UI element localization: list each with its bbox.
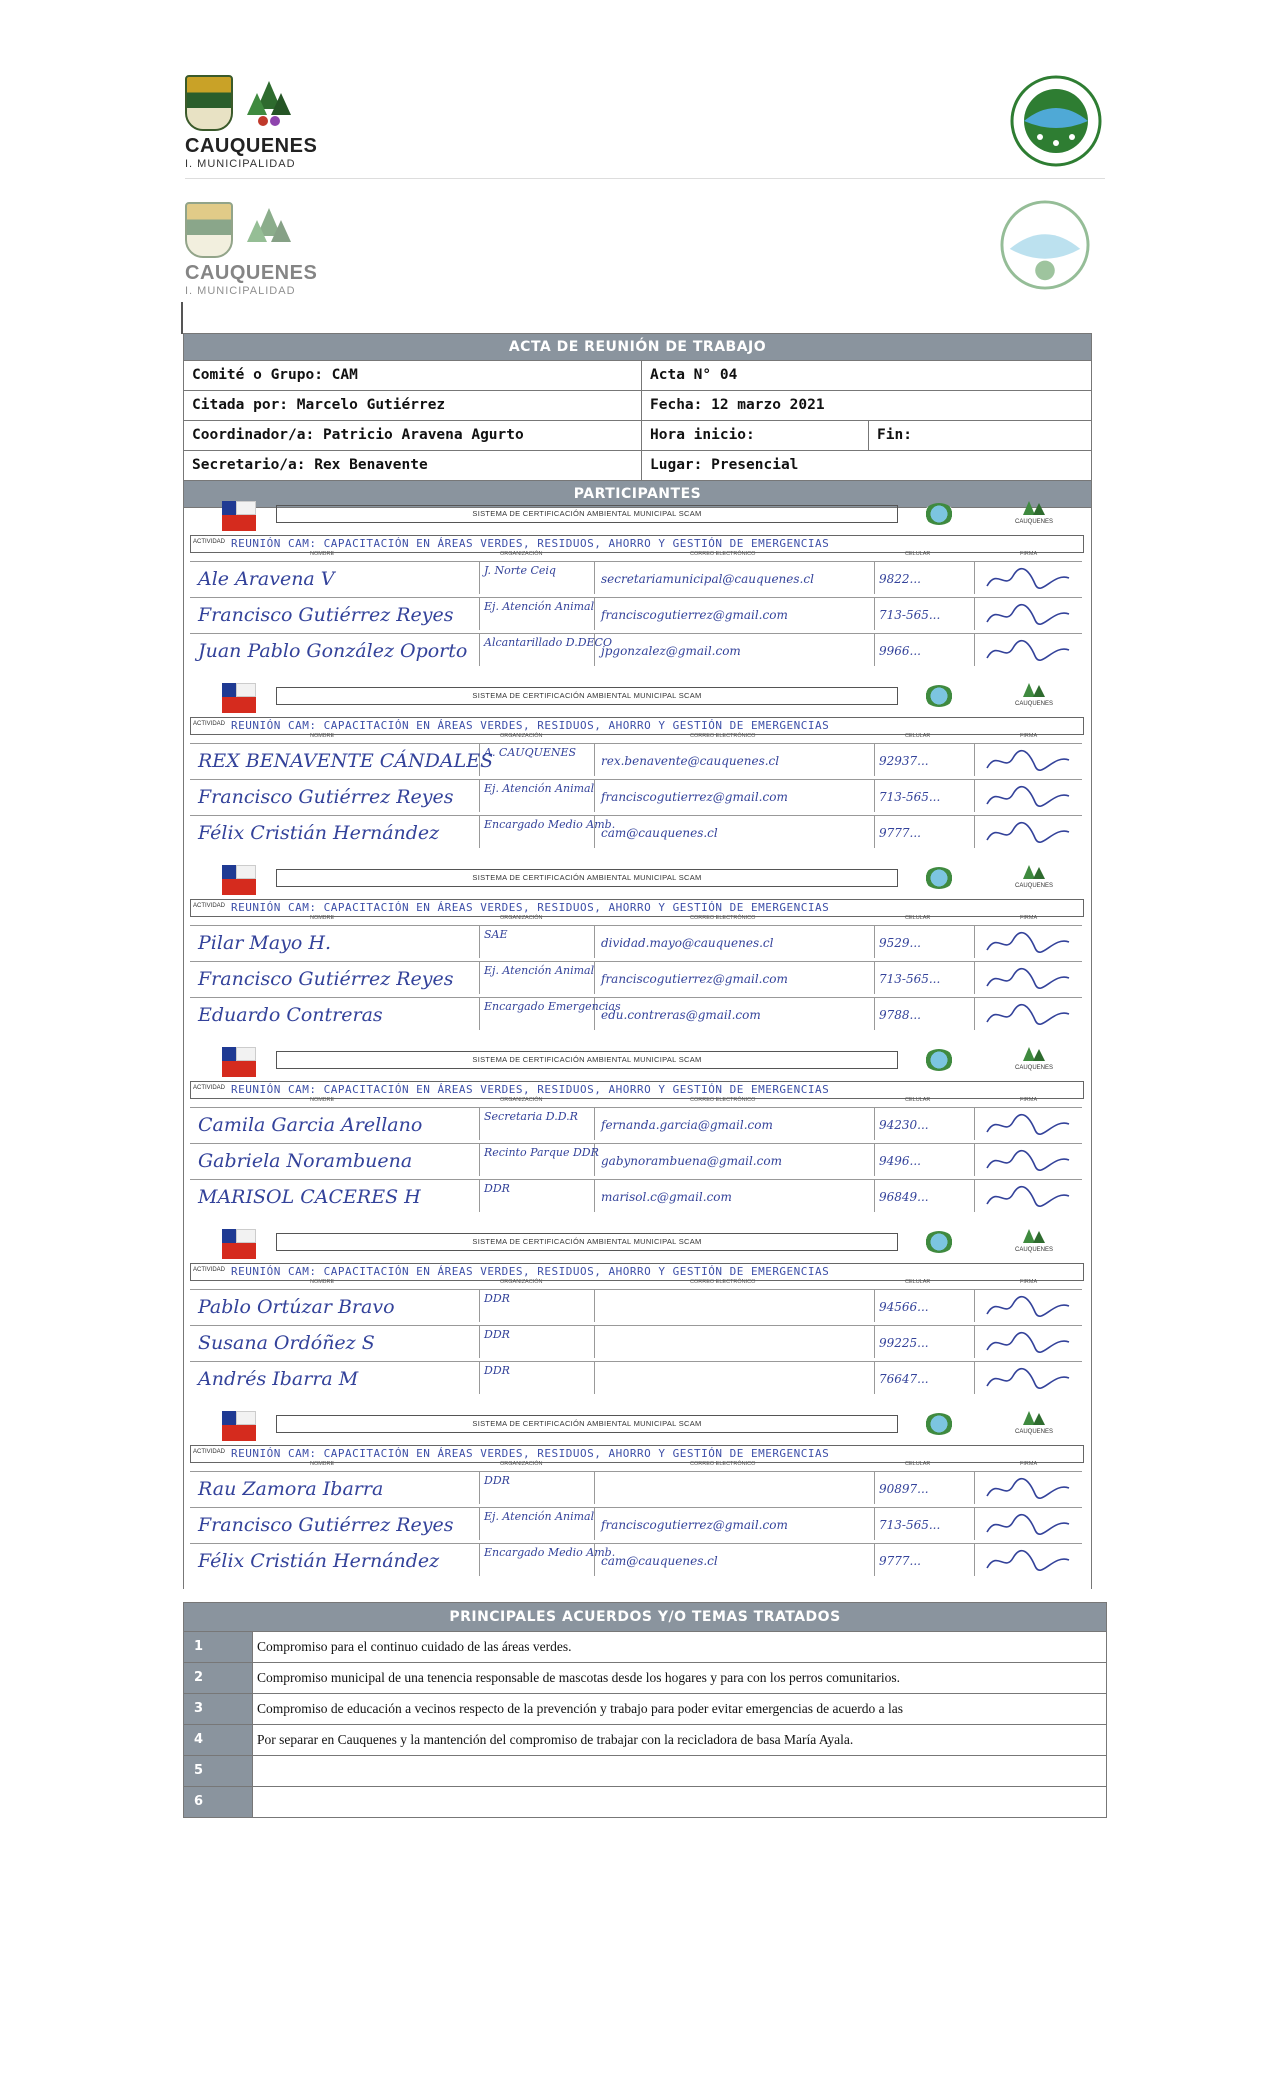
participant-org: DDR [480, 1180, 595, 1212]
participant-name: Francisco Gutiérrez Reyes [190, 780, 480, 812]
signature-scribble-icon [983, 748, 1073, 774]
participant-org: A. CAUQUENES [480, 744, 595, 776]
activity-text: REUNIÓN CAM: CAPACITACIÓN EN ÁREAS VERDES, RESIDUOS, AHORRO Y GESTIÓN DE EMERGENCIAS [231, 1083, 830, 1096]
participant-email: marisol.c@gmail.com [595, 1180, 875, 1212]
participant-row [190, 1507, 1082, 1540]
col-org: ORGANIZACIÓN [500, 1097, 543, 1103]
participant-signature [975, 816, 1082, 848]
mini-cert-icon [924, 1049, 954, 1071]
participant-row [190, 743, 1082, 776]
participant-signature [975, 1108, 1082, 1140]
signature-scribble-icon [983, 1148, 1073, 1174]
system-title: SISTEMA DE CERTIFICACIÓN AMBIENTAL MUNICIPAL SCAM [276, 1051, 898, 1069]
attendance-sheet [184, 497, 1091, 679]
participant-name: MARISOL CACERES H [190, 1180, 480, 1212]
agreement-number: 6 [184, 1787, 253, 1817]
header-divider [185, 178, 1105, 179]
participant-org: Ej. Atención Animal [480, 962, 595, 994]
lugar-field: Lugar: Presencial [650, 457, 799, 473]
participant-name: Juan Pablo González Oporto [190, 634, 480, 666]
signature-scribble-icon [983, 930, 1073, 956]
col-correo: CORREO ELECTRÓNICO [690, 1097, 756, 1103]
chile-flag-icon [222, 865, 256, 895]
participant-org: Recinto Parque DDR [480, 1144, 595, 1176]
participant-phone: 96849... [875, 1180, 975, 1212]
participant-phone: 713-565... [875, 1508, 975, 1540]
mini-trees-icon [1021, 1411, 1047, 1427]
participant-email: dividad.mayo@cauquenes.cl [595, 926, 875, 958]
agreement-row [184, 1786, 1106, 1817]
attendance-sheet [184, 679, 1091, 861]
comite-field: Comité o Grupo: CAM [184, 361, 642, 390]
certification-seal-faded-icon [1000, 200, 1090, 290]
col-firma: FIRMA [1020, 1097, 1038, 1103]
signature-scribble-icon [983, 1366, 1073, 1392]
signature-scribble-icon [983, 1294, 1073, 1320]
chile-flag-icon [222, 683, 256, 713]
municipality-name: CAUQUENES [185, 135, 318, 157]
signature-scribble-icon [983, 1112, 1073, 1138]
col-firma: FIRMA [1020, 1279, 1038, 1285]
sheet-header [184, 497, 1091, 531]
col-org: ORGANIZACIÓN [500, 551, 543, 557]
mini-municipality-name: CAUQUENES [1014, 1065, 1053, 1071]
participant-org: Ej. Atención Animal [480, 598, 595, 630]
participant-org: DDR [480, 1326, 595, 1358]
system-title: SISTEMA DE CERTIFICACIÓN AMBIENTAL MUNICIPAL SCAM [276, 1233, 898, 1251]
activity-label: ACTIVIDAD [193, 721, 226, 727]
mini-municipality-name: CAUQUENES [1014, 883, 1053, 889]
participants-title: PARTICIPANTES [184, 480, 1091, 507]
agreement-text: Compromiso de educación a vecinos respecto de la prevención y trabajo para poder evitar emergencias de acuerdo a las [257, 1701, 903, 1716]
signature-scribble-icon [983, 638, 1073, 664]
col-celular: CELULAR [905, 1461, 931, 1467]
col-firma: FIRMA [1020, 915, 1038, 921]
attendance-sheet [184, 861, 1091, 1043]
chile-flag-icon [222, 501, 256, 531]
activity-label: ACTIVIDAD [193, 1267, 226, 1273]
trees-logo-faded-icon [243, 206, 295, 258]
mini-municipality-logo [1004, 501, 1064, 527]
municipality-name-faded: CAUQUENES [185, 262, 318, 284]
system-title: SISTEMA DE CERTIFICACIÓN AMBIENTAL MUNICIPAL SCAM [276, 687, 898, 705]
mini-municipality-logo [1004, 683, 1064, 709]
participant-row [190, 1107, 1082, 1140]
activity-text: REUNIÓN CAM: CAPACITACIÓN EN ÁREAS VERDES, RESIDUOS, AHORRO Y GESTIÓN DE EMERGENCIAS [231, 901, 830, 914]
participant-name: Susana Ordóñez S [190, 1326, 480, 1358]
participant-org: Secretaria D.D.R [480, 1108, 595, 1140]
participant-org: DDR [480, 1290, 595, 1322]
participant-name: Gabriela Norambuena [190, 1144, 480, 1176]
hora-inicio-field: Hora inicio: [642, 421, 869, 450]
sheet-header [184, 861, 1091, 895]
participant-row [190, 961, 1082, 994]
coordinador-field: Coordinador/a: Patricio Aravena Agurto [184, 421, 642, 450]
participant-row [190, 815, 1082, 848]
agreement-number: 1 [184, 1632, 253, 1662]
mini-cert-icon [924, 1231, 954, 1253]
acta-field: Acta N° 04 [650, 367, 738, 383]
participant-email: edu.contreras@gmail.com [595, 998, 875, 1030]
agreement-number: 3 [184, 1694, 253, 1724]
col-org: ORGANIZACIÓN [500, 915, 543, 921]
participant-phone: 94230... [875, 1108, 975, 1140]
col-nombre: NOMBRE [310, 1461, 335, 1467]
col-celular: CELULAR [905, 1279, 931, 1285]
participant-signature [975, 998, 1082, 1030]
signature-scribble-icon [983, 1476, 1073, 1502]
participant-signature [975, 1290, 1082, 1322]
participant-phone: 9777... [875, 1544, 975, 1576]
activity-label: ACTIVIDAD [193, 1085, 226, 1091]
participant-signature [975, 780, 1082, 812]
attendance-sheet [184, 1407, 1091, 1589]
sheet-header [184, 1043, 1091, 1077]
chile-flag-icon [222, 1411, 256, 1441]
participant-org: J. Norte Ceiq [480, 562, 595, 594]
signature-scribble-icon [983, 1002, 1073, 1028]
participant-row [190, 633, 1082, 666]
mini-municipality-logo [1004, 1411, 1064, 1437]
participant-email [595, 1326, 875, 1358]
columns-header [190, 551, 1082, 560]
mini-cert-icon [924, 1413, 954, 1435]
mini-trees-icon [1021, 683, 1047, 699]
col-nombre: NOMBRE [310, 733, 335, 739]
participant-row [190, 1289, 1082, 1322]
participant-row [190, 561, 1082, 594]
form-title: ACTA DE REUNIÓN DE TRABAJO [184, 334, 1091, 360]
participant-sheets [183, 497, 1092, 1589]
participant-email: rex.benavente@cauquenes.cl [595, 744, 875, 776]
participant-phone: 9496... [875, 1144, 975, 1176]
participant-signature [975, 962, 1082, 994]
participant-row [190, 1361, 1082, 1394]
col-org: ORGANIZACIÓN [500, 1461, 543, 1467]
margin-mark [181, 302, 183, 334]
agreement-text [253, 1787, 1106, 1817]
participant-signature [975, 1180, 1082, 1212]
attendance-sheet [184, 1043, 1091, 1225]
participant-name: Eduardo Contreras [190, 998, 480, 1030]
participant-email: fernanda.garcia@gmail.com [595, 1108, 875, 1140]
secretario-field: Secretario/a: Rex Benavente [184, 451, 642, 480]
system-title: SISTEMA DE CERTIFICACIÓN AMBIENTAL MUNICIPAL SCAM [276, 1415, 898, 1433]
participant-name: Ale Aravena V [190, 562, 480, 594]
participant-phone: 9822... [875, 562, 975, 594]
participant-email: jpgonzalez@gmail.com [595, 634, 875, 666]
participant-signature [975, 1544, 1082, 1576]
participant-phone: 713-565... [875, 962, 975, 994]
participant-email: franciscogutierrez@gmail.com [595, 962, 875, 994]
activity-text: REUNIÓN CAM: CAPACITACIÓN EN ÁREAS VERDES, RESIDUOS, AHORRO Y GESTIÓN DE EMERGENCIAS [231, 1265, 830, 1278]
municipality-logo-faded [185, 202, 317, 297]
mini-municipality-name: CAUQUENES [1014, 701, 1053, 707]
participant-email [595, 1362, 875, 1394]
sheet-header [184, 679, 1091, 713]
col-nombre: NOMBRE [310, 551, 335, 557]
mini-municipality-name: CAUQUENES [1014, 1247, 1053, 1253]
col-org: ORGANIZACIÓN [500, 1279, 543, 1285]
col-correo: CORREO ELECTRÓNICO [690, 1279, 756, 1285]
activity-label: ACTIVIDAD [193, 539, 226, 545]
col-celular: CELULAR [905, 915, 931, 921]
activity-label: ACTIVIDAD [193, 1449, 226, 1455]
col-correo: CORREO ELECTRÓNICO [690, 915, 756, 921]
col-celular: CELULAR [905, 1097, 931, 1103]
agreement-row [184, 1662, 1106, 1693]
participant-phone: 9529... [875, 926, 975, 958]
attendance-sheet [184, 1225, 1091, 1407]
participant-phone: 76647... [875, 1362, 975, 1394]
participant-row [190, 779, 1082, 812]
signature-scribble-icon [983, 602, 1073, 628]
agreement-row [184, 1693, 1106, 1724]
participant-org: DDR [480, 1362, 595, 1394]
mini-municipality-logo [1004, 1047, 1064, 1073]
agreement-number: 5 [184, 1756, 253, 1786]
participant-name: Pilar Mayo H. [190, 926, 480, 958]
signature-scribble-icon [983, 1512, 1073, 1538]
participant-row [190, 1543, 1082, 1576]
activity-text: REUNIÓN CAM: CAPACITACIÓN EN ÁREAS VERDES, RESIDUOS, AHORRO Y GESTIÓN DE EMERGENCIAS [231, 537, 830, 550]
participant-name: Andrés Ibarra M [190, 1362, 480, 1394]
participant-signature [975, 1326, 1082, 1358]
sheet-header [184, 1225, 1091, 1259]
mini-municipality-logo [1004, 865, 1064, 891]
participant-name: Pablo Ortúzar Bravo [190, 1290, 480, 1322]
participant-row [190, 597, 1082, 630]
participant-signature [975, 926, 1082, 958]
participant-phone: 9777... [875, 816, 975, 848]
participant-phone: 9788... [875, 998, 975, 1030]
participant-row [190, 925, 1082, 958]
system-title: SISTEMA DE CERTIFICACIÓN AMBIENTAL MUNICIPAL SCAM [276, 869, 898, 887]
sheet-header [184, 1407, 1091, 1441]
col-org: ORGANIZACIÓN [500, 733, 543, 739]
citada-field: Citada por: Marcelo Gutiérrez [184, 391, 642, 420]
agreement-number: 4 [184, 1725, 253, 1755]
participant-signature [975, 744, 1082, 776]
participant-email [595, 1472, 875, 1504]
participant-phone: 713-565... [875, 598, 975, 630]
col-correo: CORREO ELECTRÓNICO [690, 733, 756, 739]
participant-phone: 713-565... [875, 780, 975, 812]
participant-org: Ej. Atención Animal [480, 1508, 595, 1540]
participant-name: Francisco Gutiérrez Reyes [190, 962, 480, 994]
trees-logo-icon [243, 79, 295, 131]
coat-of-arms-faded-icon [185, 202, 233, 258]
chile-flag-icon [222, 1047, 256, 1077]
agreements-table [183, 1602, 1107, 1818]
col-firma: FIRMA [1020, 1461, 1038, 1467]
certification-seal-icon [1010, 75, 1102, 167]
mini-cert-icon [924, 685, 954, 707]
participant-email: cam@cauquenes.cl [595, 816, 875, 848]
col-firma: FIRMA [1020, 551, 1038, 557]
mini-trees-icon [1021, 865, 1047, 881]
participant-phone: 90897... [875, 1472, 975, 1504]
participant-email: franciscogutierrez@gmail.com [595, 1508, 875, 1540]
col-correo: CORREO ELECTRÓNICO [690, 551, 756, 557]
participant-email [595, 1290, 875, 1322]
mini-trees-icon [1021, 1047, 1047, 1063]
agreement-number: 2 [184, 1663, 253, 1693]
columns-header [190, 1279, 1082, 1288]
participant-signature [975, 1508, 1082, 1540]
participant-signature [975, 562, 1082, 594]
signature-scribble-icon [983, 966, 1073, 992]
mini-cert-icon [924, 503, 954, 525]
participant-org: SAE [480, 926, 595, 958]
col-celular: CELULAR [905, 733, 931, 739]
participant-phone: 9966... [875, 634, 975, 666]
agreement-text: Por separar en Cauquenes y la mantención del compromiso de trabajar con la recicladora de basa María Ayala. [257, 1732, 854, 1747]
participant-org: Encargado Emergencias [480, 998, 595, 1030]
mini-cert-icon [924, 867, 954, 889]
signature-scribble-icon [983, 1330, 1073, 1356]
signature-scribble-icon [983, 784, 1073, 810]
mini-trees-icon [1021, 1229, 1047, 1245]
agreement-row [184, 1631, 1106, 1662]
participant-phone: 94566... [875, 1290, 975, 1322]
participant-signature [975, 1362, 1082, 1394]
participant-name: Camila Garcia Arellano [190, 1108, 480, 1140]
participant-org: Encargado Medio Amb. [480, 816, 595, 848]
participant-signature [975, 1144, 1082, 1176]
participant-signature [975, 634, 1082, 666]
columns-header [190, 915, 1082, 924]
activity-text: REUNIÓN CAM: CAPACITACIÓN EN ÁREAS VERDES, RESIDUOS, AHORRO Y GESTIÓN DE EMERGENCIAS [231, 719, 830, 732]
fin-field: Fin: [877, 427, 912, 443]
participant-phone: 92937... [875, 744, 975, 776]
participant-signature [975, 598, 1082, 630]
municipality-sub: I. MUNICIPALIDAD [185, 158, 296, 170]
signature-scribble-icon [983, 1548, 1073, 1574]
participant-name: Francisco Gutiérrez Reyes [190, 598, 480, 630]
participant-email: franciscogutierrez@gmail.com [595, 598, 875, 630]
col-firma: FIRMA [1020, 733, 1038, 739]
participant-email: cam@cauquenes.cl [595, 1544, 875, 1576]
meeting-form [183, 333, 1092, 508]
participant-org: DDR [480, 1472, 595, 1504]
participant-name: Rau Zamora Ibarra [190, 1472, 480, 1504]
agreement-text [253, 1756, 1106, 1786]
mini-municipality-name: CAUQUENES [1014, 519, 1053, 525]
municipality-logo-top [185, 75, 317, 170]
agreement-text: Compromiso para el continuo cuidado de las áreas verdes. [257, 1639, 572, 1654]
activity-label: ACTIVIDAD [193, 903, 226, 909]
mini-municipality-name: CAUQUENES [1014, 1429, 1053, 1435]
col-nombre: NOMBRE [310, 1279, 335, 1285]
signature-scribble-icon [983, 566, 1073, 592]
columns-header [190, 733, 1082, 742]
municipality-sub-faded: I. MUNICIPALIDAD [185, 285, 296, 297]
participant-phone: 99225... [875, 1326, 975, 1358]
col-correo: CORREO ELECTRÓNICO [690, 1461, 756, 1467]
col-nombre: NOMBRE [310, 915, 335, 921]
col-nombre: NOMBRE [310, 1097, 335, 1103]
participant-email: franciscogutierrez@gmail.com [595, 780, 875, 812]
participant-org: Ej. Atención Animal [480, 780, 595, 812]
participant-email: gabynorambuena@gmail.com [595, 1144, 875, 1176]
participant-org: Alcantarillado D.DECO [480, 634, 595, 666]
signature-scribble-icon [983, 1184, 1073, 1210]
col-celular: CELULAR [905, 551, 931, 557]
mini-trees-icon [1021, 501, 1047, 517]
participant-row [190, 1471, 1082, 1504]
agreements-title: PRINCIPALES ACUERDOS Y/O TEMAS TRATADOS [184, 1603, 1106, 1631]
coat-of-arms-icon [185, 75, 233, 131]
agreement-text: Compromiso municipal de una tenencia responsable de mascotas desde los hogares y para con los perros comunitarios. [257, 1670, 900, 1685]
participant-row [190, 997, 1082, 1030]
columns-header [190, 1097, 1082, 1106]
participant-email: secretariamunicipal@cauquenes.cl [595, 562, 875, 594]
fecha-field: Fecha: 12 marzo 2021 [650, 397, 825, 413]
agreement-row [184, 1724, 1106, 1755]
participant-name: REX BENAVENTE CÁNDALES [190, 744, 480, 776]
participant-name: Félix Cristián Hernández [190, 1544, 480, 1576]
mini-municipality-logo [1004, 1229, 1064, 1255]
participant-name: Félix Cristián Hernández [190, 816, 480, 848]
system-title: SISTEMA DE CERTIFICACIÓN AMBIENTAL MUNICIPAL SCAM [276, 505, 898, 523]
participant-row [190, 1179, 1082, 1212]
signature-scribble-icon [983, 820, 1073, 846]
participant-row [190, 1143, 1082, 1176]
participant-org: Encargado Medio Amb. [480, 1544, 595, 1576]
participant-signature [975, 1472, 1082, 1504]
columns-header [190, 1461, 1082, 1470]
agreement-row [184, 1755, 1106, 1786]
activity-text: REUNIÓN CAM: CAPACITACIÓN EN ÁREAS VERDES, RESIDUOS, AHORRO Y GESTIÓN DE EMERGENCIAS [231, 1447, 830, 1460]
participant-row [190, 1325, 1082, 1358]
participant-name: Francisco Gutiérrez Reyes [190, 1508, 480, 1540]
chile-flag-icon [222, 1229, 256, 1259]
